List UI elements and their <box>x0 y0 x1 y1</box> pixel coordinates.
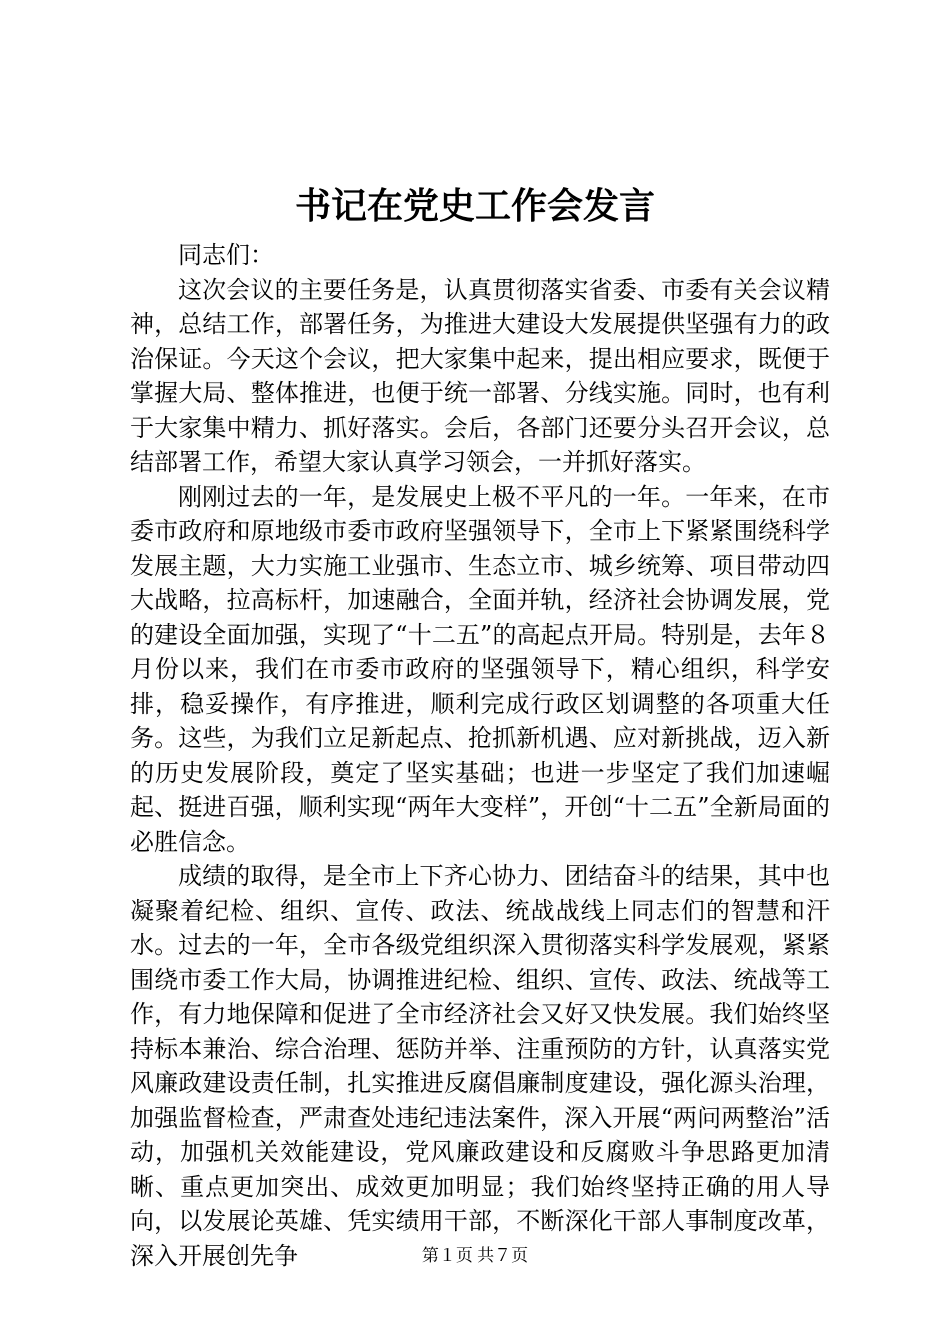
paragraph-achievements: 成绩的取得，是全市上下齐心协力、团结奋斗的结果，其中也凝聚着纪检、组织、宣传、政法、统战战线上同志们的智慧和汗水。过去的一年，全市各级党组织深入贯彻落实科学发展观，紧紧围绕市委工作大局，协调推进纪检、组织、宣传、政法、统战等工作，有力地保障和促进了全市经济社会又好又快发展。我们始终坚持标本兼治、综合治理、惩防并举、注重预防的方针，认真落实党风廉政建设责任制，扎实推进反腐倡廉制度建设，强化源头治理，加强监督检查，严肃查处违纪违法案件，深入开展“两问两整治”活动，加强机关效能建设，党风廉政建设和反腐败斗争思路更加清晰、重点更加突出、成效更加明显；我们始终坚持正确的用人导向，以发展论英雄、凭实绩用干部，不断深化干部人事制度改革，深入开展创先争 <box>130 862 830 1270</box>
paragraph-past-year: 刚刚过去的一年，是发展史上极不平凡的一年。一年来，在市委市政府和原地级市委市政府坚强领导下，全市上下紧紧围绕科学发展主题，大力实施工业强市、生态立市、城乡统筹、项目带动四大战略，拉高标杆，加速融合，全面并轨，经济社会协调发展，党的建设全面加强，实现了“十二五”的高起点开局。特别是，去年８月份以来，我们在市委市政府的坚强领导下，精心组织，科学安排，稳妥操作，有序推进，顺利完成行政区划调整的各项重大任务。这些，为我们立足新起点、抢抓新机遇、应对新挑战，迈入新的历史发展阶段，奠定了坚实基础；也进一步坚定了我们加速崛起、挺进百强，顺利实现“两年大变样”，开创“十二五”全新局面的必胜信念。 <box>130 482 830 856</box>
paragraph-meeting-tasks: 这次会议的主要任务是，认真贯彻落实省委、市委有关会议精神，总结工作，部署任务，为推进大建设大发展提供坚强有力的政治保证。今天这个会议，把大家集中起来，提出相应要求，既便于掌握大局、整体推进，也便于统一部署、分线实施。同时，也有利于大家集中精力、抓好落实。会后，各部门还要分头召开会议，总结部署工作，希望大家认真学习领会，一并抓好落实。 <box>130 275 830 476</box>
document-title: 书记在党史工作会发言 <box>294 185 655 227</box>
page-number-footer: 第１页 共７页 <box>421 1246 529 1265</box>
document-body <box>130 238 830 1273</box>
greeting-paragraph: 同志们： <box>178 241 274 269</box>
